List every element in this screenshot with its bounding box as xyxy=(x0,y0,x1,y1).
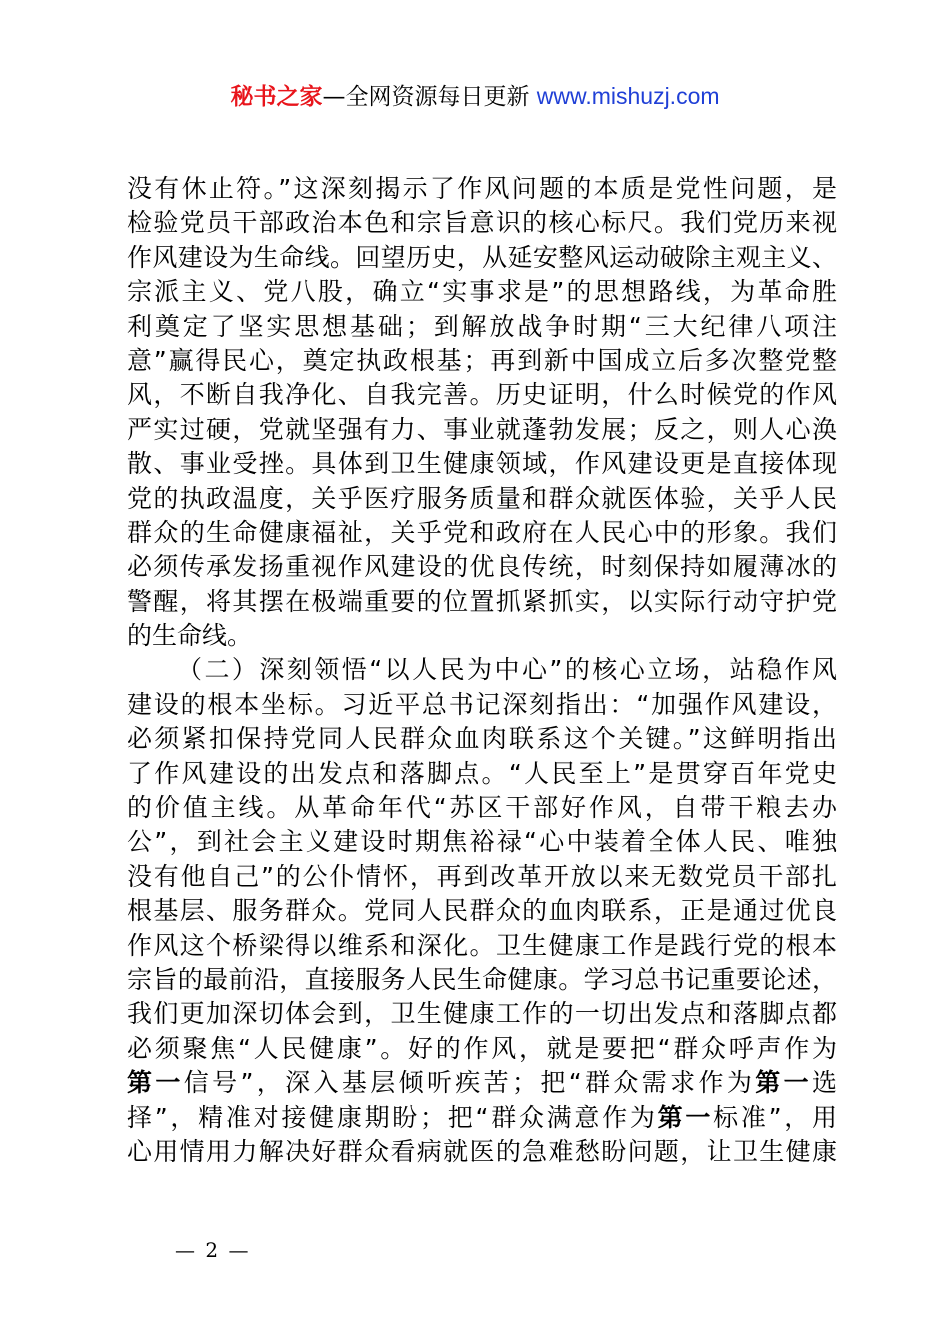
site-slogan: —全网资源每日更新 xyxy=(322,84,537,110)
text-segment: 标准”，用 xyxy=(713,1102,838,1132)
site-brand: 秘书之家 xyxy=(230,84,323,110)
text-line: 的价值主线。从革命年代“苏区干部好作风，自带干粮去办 xyxy=(127,793,837,823)
text-line: 作风建设为生命线。回望历史，从延安整风运动破除主观主义、 xyxy=(127,242,837,272)
text-line xyxy=(127,1101,837,1135)
text-line: 散、事业受挫。具体到卫生健康领域，作风建设更是直接体现 xyxy=(127,449,837,479)
text-line: 党的执政温度，关乎医疗服务质量和群众就医体验，关乎人民 xyxy=(127,483,837,513)
text-line: 严实过硬，党就坚强有力、事业就蓬勃发展；反之，则人心涣 xyxy=(127,414,837,444)
text-line: 作风这个桥梁得以维系和深化。卫生健康工作是践行党的根本 xyxy=(127,930,837,960)
text-segment: 择”，精准对接健康期盼；把“群众满意作为 xyxy=(127,1102,658,1132)
text-line: 了作风建设的出发点和落脚点。“人民至上”是贯穿百年党史 xyxy=(127,758,837,788)
text-line: 我们更加深切体会到，卫生健康工作的一切出发点和落脚点都 xyxy=(127,999,837,1029)
text-line: 根基层、服务群众。党同人民群众的血肉联系，正是通过优良 xyxy=(127,896,837,926)
text-line: 公”，到社会主义建设时期焦裕禄“心中装着全体人民、唯独 xyxy=(127,827,837,857)
text-line xyxy=(127,1066,837,1100)
bold-term: 第一 xyxy=(127,1068,184,1098)
text-line: 意”赢得民心，奠定执政根基；再到新中国成立后多次整党整 xyxy=(127,345,837,375)
text-line: 宗旨的最前沿，直接服务人民生命健康。学习总书记重要论述， xyxy=(127,964,837,994)
text-line: 必须传承发扬重视作风建设的优良传统，时刻保持如履薄冰的 xyxy=(127,552,837,582)
text-segment: 选 xyxy=(811,1068,837,1098)
bold-term: 第一 xyxy=(657,1102,714,1132)
text-line: 没有他自己”的公仆情怀，再到改革开放以来无数党员干部扎 xyxy=(127,861,837,891)
text-line: 风，不断自我净化、自我完善。历史证明，什么时候党的作风 xyxy=(127,380,837,410)
text-line: 必须紧扣保持党同人民群众血肉联系这个关键。”这鲜明指出 xyxy=(127,724,837,754)
text-line: 没有休止符。”这深刻揭示了作风问题的本质是党性问题，是 xyxy=(127,174,837,203)
site-header xyxy=(0,80,950,113)
text-line: 的生命线。 xyxy=(127,621,253,651)
text-line: 检验党员干部政治本色和宗旨意识的核心标尺。我们党历来视 xyxy=(127,208,837,238)
section-heading-line: （二）深刻领悟“以人民为中心”的核心立场，站稳作风 xyxy=(177,655,837,685)
text-line: 宗派主义、党八股，确立“实事求是”的思想路线，为革命胜 xyxy=(127,277,837,307)
text-line: 必须聚焦“人民健康”。好的作风，就是要把“群众呼声作为 xyxy=(127,1033,837,1063)
text-line: 警醒，将其摆在极端重要的位置抓紧抓实，以实际行动守护党 xyxy=(127,586,837,616)
page-number: — 2 — xyxy=(175,1238,251,1262)
text-line: 建设的根本坐标。习近平总书记深刻指出：“加强作风建设， xyxy=(127,689,837,719)
site-url[interactable]: www.mishuzj.com xyxy=(536,83,720,109)
text-line: 群众的生命健康福祉，关乎党和政府在人民心中的形象。我们 xyxy=(127,517,837,547)
text-segment: 信号”，深入基层倾听疾苦；把“群众需求作为 xyxy=(183,1068,756,1098)
bold-term: 第一 xyxy=(755,1068,812,1098)
text-line: 心用情用力解决好群众看病就医的急难愁盼问题，让卫生健康 xyxy=(127,1136,837,1166)
document-body xyxy=(127,172,837,1169)
text-line: 利奠定了坚实思想基础；到解放战争时期“三大纪律八项注 xyxy=(127,311,837,341)
